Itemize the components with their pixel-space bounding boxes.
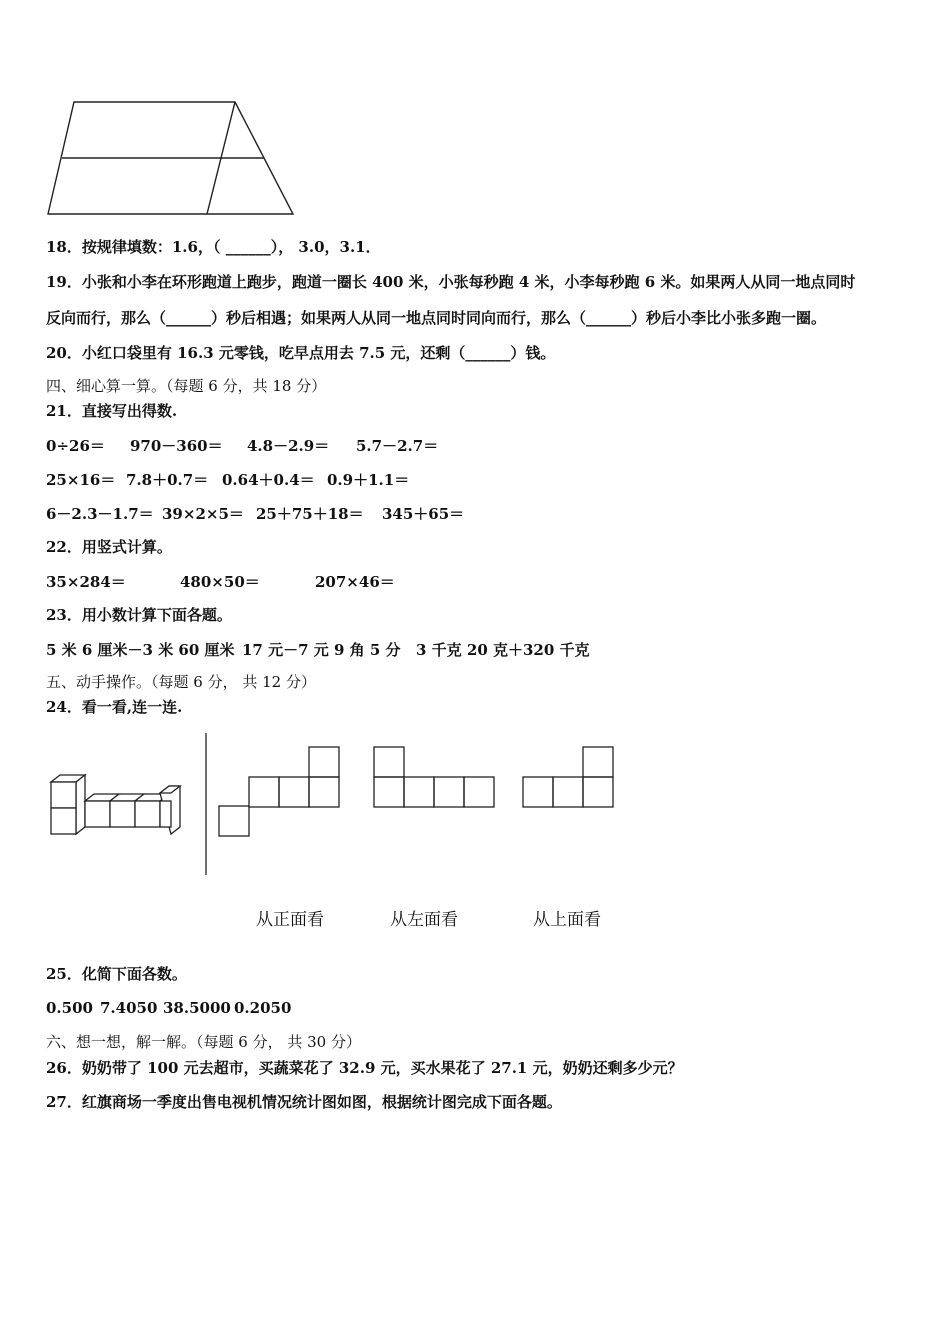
q22-item: 35×284＝	[46, 573, 126, 591]
q21-item: 25＋75＋18＝	[256, 505, 364, 523]
q21-item: 0÷26＝	[46, 437, 105, 455]
q25-item: 0.2050	[234, 999, 292, 1017]
caption-left-view: 从左面看	[390, 910, 458, 930]
q25-item: 38.5000	[163, 999, 231, 1017]
question-20: 20．小红口袋里有 16.3 元零钱，吃早点用去 7.5 元，还剩（______）钱。	[46, 344, 556, 362]
q21-item: 7.8＋0.7＝	[126, 471, 209, 489]
q23-item: 5 米 6 厘米－3 米 60 厘米	[46, 641, 235, 659]
q22-item: 207×46＝	[315, 573, 395, 591]
q22-item: 480×50＝	[180, 573, 260, 591]
question-27: 27．红旗商场一季度出售电视机情况统计图如图，根据统计图完成下面各题。	[46, 1093, 562, 1111]
q21-item: 970－360＝	[130, 437, 223, 455]
q25-item: 7.4050	[100, 999, 158, 1017]
q21-item: 6－2.3－1.7＝	[46, 505, 154, 523]
question-23: 23．用小数计算下面各题。	[46, 606, 232, 624]
question-22: 22．用竖式计算。	[46, 538, 172, 556]
question-21: 21．直接写出得数.	[46, 402, 178, 420]
trapezoid-figure	[40, 95, 305, 220]
q21-item: 4.8－2.9＝	[247, 437, 330, 455]
question-25: 25．化简下面各数。	[46, 965, 187, 983]
q25-item: 0.500	[46, 999, 93, 1017]
section-6-heading: 六、想一想，解一解。（每题 6 分， 共 30 分）	[46, 1033, 361, 1051]
q21-item: 0.64＋0.4＝	[222, 471, 315, 489]
q21-item: 345＋65＝	[382, 505, 465, 523]
q21-item: 5.7－2.7＝	[356, 437, 439, 455]
cube-arrangement-figure	[40, 730, 660, 880]
caption-top-view: 从上面看	[533, 910, 601, 930]
question-18: 18．按规律填数：1.6，（ ______）， 3.0，3.1．	[46, 238, 381, 256]
q21-item: 0.9＋1.1＝	[327, 471, 410, 489]
section-5-heading: 五、动手操作。（每题 6 分， 共 12 分）	[46, 673, 316, 691]
q23-item: 3 千克 20 克＋320 千克	[416, 641, 590, 659]
q23-item: 17 元－7 元 9 角 5 分	[242, 641, 401, 659]
question-24: 24．看一看,连一连.	[46, 698, 183, 716]
section-4-heading: 四、细心算一算。（每题 6 分，共 18 分）	[46, 377, 327, 395]
caption-front-view: 从正面看	[256, 910, 324, 930]
question-26: 26．奶奶带了 100 元去超市，买蔬菜花了 32.9 元，买水果花了 27.1 元，奶奶还剩多少元？	[46, 1059, 683, 1077]
question-19-line1: 19．小张和小李在环形跑道上跑步，跑道一圈长 400 米，小张每秒跑 4 米，小李每秒跑 6 米。如果两人从同一地点同时	[46, 273, 856, 291]
question-19-line2: 反向而行，那么（______）秒后相遇；如果两人从同一地点同时同向而行，那么（______）秒后小李比小张多跑一圈。	[46, 309, 827, 327]
q21-item: 25×16＝	[46, 471, 116, 489]
q21-item: 39×2×5＝	[162, 505, 244, 523]
